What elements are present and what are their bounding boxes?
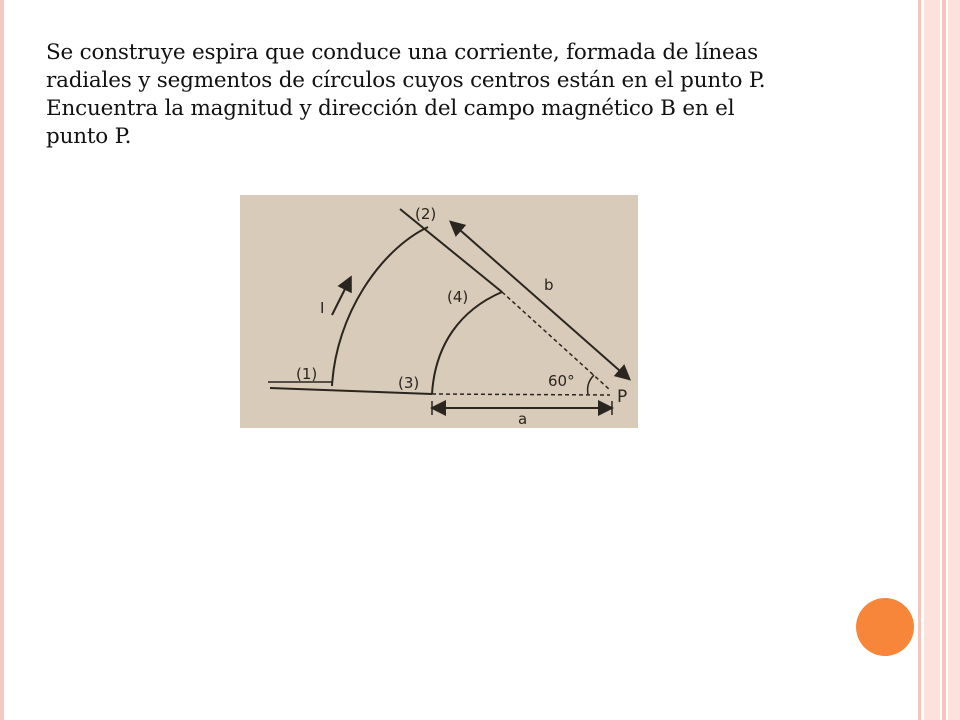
label-angle: 60° (548, 372, 575, 390)
current-loop-figure (240, 195, 638, 428)
problem-line-2: radiales y segmentos de círculos cuyos centros están en el punto P. (46, 68, 766, 93)
label-segment-4: (4) (447, 288, 469, 306)
problem-statement (46, 39, 896, 151)
label-point-p: P (617, 387, 628, 407)
problem-line-1: Se construye espira que conduce una corriente, formada de líneas (46, 40, 759, 65)
figure-background (240, 195, 638, 428)
orange-circle-decoration (856, 598, 914, 656)
problem-line-4: punto P. (46, 124, 132, 149)
label-length-b: b (544, 276, 554, 294)
label-segment-3: (3) (398, 374, 420, 392)
label-segment-2: (2) (415, 205, 437, 223)
right-stripe-decoration (918, 0, 960, 720)
figure-svg (240, 195, 638, 428)
label-segment-1: (1) (296, 365, 318, 383)
label-length-a: a (518, 410, 528, 428)
left-border-decoration (0, 0, 4, 720)
label-current: I (320, 299, 325, 317)
problem-line-3: Encuentra la magnitud y dirección del campo magnético B en el (46, 96, 735, 121)
